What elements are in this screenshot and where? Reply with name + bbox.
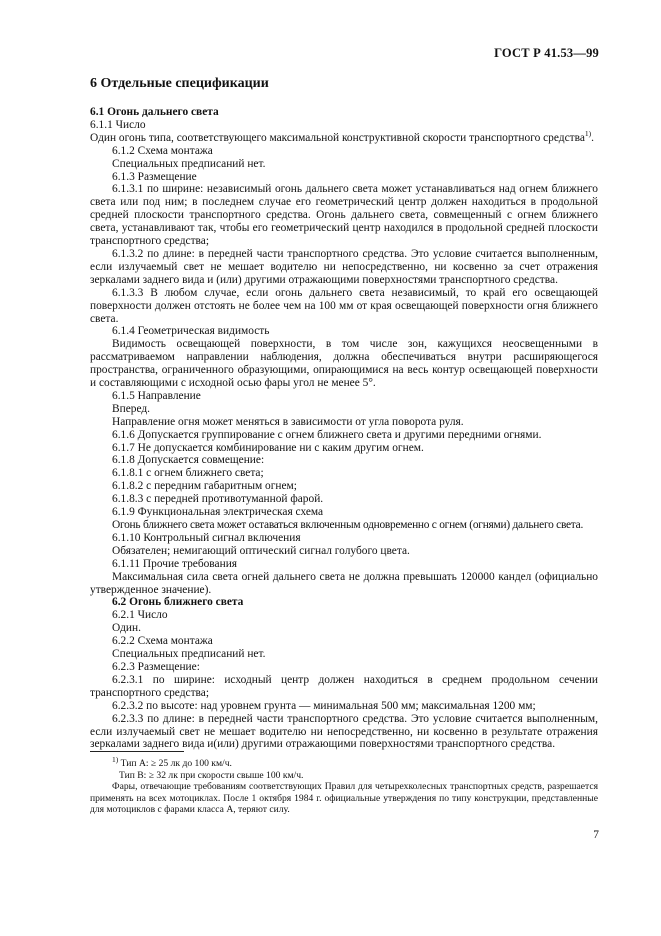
- paragraph: Видимость освещающей поверхности, в том числе зон, кажущихся неосвещенными в рассматриваемом направлении наблюдения, должна обеспечиваться внутри расширяющегося пространства, ограниченного образующими, опирающимися на весь контур освещающей поверхности и составляющими с исходной осью фары угол не менее 5°.: [90, 338, 598, 390]
- paragraph: 6.1.3.3 В любом случае, если огонь дальнего света независимый, то край его освещающей поверхности должен отстоять не более чем на 100 мм от края освещающей поверхности огня ближнего света.: [90, 286, 598, 325]
- clause: 6.1.4 Геометрическая видимость: [112, 325, 270, 338]
- footnote-item: Фары, отвечающие требованиям соответствующих Правил для четырехколесных транспортных средств, разрешается применять на всех мотоциклах. После 1 октября 1984 г. официальные утверждения по типу конструкции, представленные для мотоциклов с фарами класса А, теряют силу.: [90, 781, 598, 816]
- paragraph: 6.2.3.1 по ширине: исходный центр должен находиться в среднем продольном сечении транспортного средства;: [90, 673, 598, 699]
- footnote-item: [90, 754, 598, 770]
- footnote-text: Тип А: ≥ 25 лк до 100 км/ч.: [120, 758, 232, 769]
- clause: 6.2.2 Схема монтажа: [112, 635, 213, 648]
- footnote-item: Тип В: ≥ 32 лк при скорости свыше 100 км/ч.: [119, 769, 304, 781]
- paragraph: Направление огня может меняться в зависимости от угла поворота руля.: [112, 415, 464, 428]
- footnote-divider: [90, 751, 184, 752]
- paragraph-tail: .: [591, 131, 594, 144]
- paragraph: Огонь ближнего света может оставаться включенным одновременно с огнем (огнями) дальнего света.: [112, 519, 584, 531]
- paragraph: Вперед.: [112, 402, 150, 415]
- clause: 6.1.7 Не допускается комбинирование ни с каким другим огнем.: [112, 441, 424, 454]
- clause: 6.1.11 Прочие требования: [112, 557, 238, 570]
- paragraph: Один.: [112, 622, 141, 635]
- document-code: ГОСТ Р 41.53—99: [494, 46, 599, 60]
- clause: 6.2.3 Размещение:: [112, 660, 200, 673]
- paragraph: 6.2.3.3 по длине: в передней части транспортного средства. Это условие считается выполненным, если излучаемый свет не мешает водителю ни непосредственно, ни косвенно в результате отражения зеркалами заднего вида и(или) другими отражающими поверхностями транспортного средства.: [90, 712, 598, 751]
- paragraph: 6.1.3.1 по ширине: независимый огонь дальнего света может устанавливаться над огнем ближнего света или под ним; в последнем случае его геометрический центр должен находиться в продольной средней плоскости транспортного средства. Огонь дальнего света, совмещенный с огнем ближнего света, устанавливают так, чтобы его геометрический центр находился в продольной средней плоскости транспортного средства;: [90, 183, 598, 248]
- paragraph: 6.2.3.2 по высоте: над уровнем грунта — минимальная 500 мм; максимальная 1200 мм;: [112, 699, 536, 712]
- paragraph-text: Один огонь типа, соответствующего максимальной конструктивной скорости транспортного средства: [90, 131, 585, 144]
- footnotes: [90, 754, 598, 816]
- clause: 6.1.5 Направление: [112, 389, 201, 402]
- paragraph: [90, 129, 598, 145]
- paragraph: 6.1.3.2 по длине: в передней части транспортного средства. Это условие считается выполненным, если излучаемый свет не мешает водителю ни непосредственно, ни косвенно за счет отражения зеркалами заднего вида и (или) другими отражающими поверхностями транспортного средства.: [90, 247, 598, 286]
- clause: 6.1.8.1 с огнем ближнего света;: [112, 467, 264, 480]
- clause: 6.1.8 Допускается совмещение:: [112, 454, 265, 467]
- clause: 6.1.1 Число: [90, 118, 146, 131]
- paragraph: Максимальная сила света огней дальнего света не должна превышать 120000 кандел (официально утвержденное значение).: [90, 570, 598, 596]
- clause: 6.2.1 Число: [112, 609, 168, 622]
- clause: 6.1.3 Размещение: [112, 170, 197, 183]
- clause: 6.1.9 Функциональная электрическая схема: [112, 506, 324, 519]
- footnote-marker: 1): [112, 754, 119, 764]
- clause: 6.1.6 Допускается группирование с огнем ближнего света и другими передними огнями.: [112, 428, 542, 441]
- clause: 6.1.8.2 с передним габаритным огнем;: [112, 480, 297, 493]
- page-body: [90, 76, 598, 751]
- subsection-heading: 6.2 Огонь ближнего света: [112, 596, 244, 609]
- paragraph: Специальных предписаний нет.: [112, 648, 266, 661]
- page-number: 7: [593, 829, 599, 841]
- paragraph: Обязателен; немигающий оптический сигнал голубого цвета.: [112, 544, 410, 557]
- clause: 6.1.10 Контрольный сигнал включения: [112, 531, 301, 544]
- clause: 6.1.2 Схема монтажа: [112, 144, 213, 157]
- section-title: 6 Отдельные спецификации: [90, 76, 269, 91]
- subsection-heading: 6.1 Огонь дальнего света: [90, 106, 219, 118]
- paragraph: Специальных предписаний нет.: [112, 157, 266, 170]
- clause: 6.1.8.3 с передней противотуманной фарой.: [112, 493, 324, 506]
- footnote-mark: 1): [584, 129, 592, 139]
